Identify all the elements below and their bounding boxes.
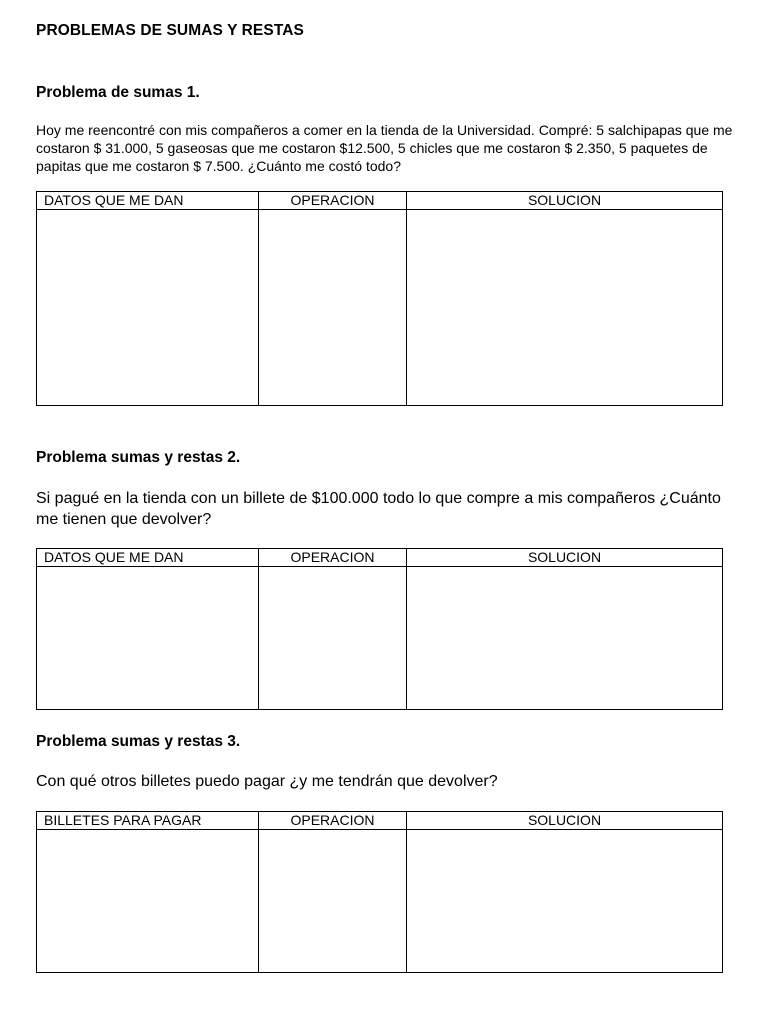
problem-3-text: Con qué otros billetes puedo pagar ¿y me tendrán que devolver? xyxy=(36,773,498,790)
answer-cell-operacion[interactable] xyxy=(259,210,407,406)
problem-3-heading: Problema sumas y restas 3. xyxy=(36,733,241,750)
column-header-operacion: OPERACION xyxy=(259,192,407,210)
answer-cell-solucion[interactable] xyxy=(407,567,723,710)
problem-2-heading: Problema sumas y restas 2. xyxy=(36,449,241,466)
problem-1-heading: Problema de sumas 1. xyxy=(36,84,200,101)
column-header-datos: DATOS QUE ME DAN xyxy=(37,192,259,210)
problem-1-table xyxy=(36,191,723,406)
column-header-solucion: SOLUCION xyxy=(407,549,723,567)
answer-cell-operacion[interactable] xyxy=(259,567,407,710)
problem-2-text: Si pagué en la tienda con un billete de $100.000 todo lo que compre a mis compañeros ¿Cuánto me tienen que devolver? xyxy=(36,490,721,528)
document-title: PROBLEMAS DE SUMAS Y RESTAS xyxy=(36,22,304,39)
column-header-solucion: SOLUCION xyxy=(407,192,723,210)
column-header-operacion: OPERACION xyxy=(259,549,407,567)
problem-2-table xyxy=(36,548,723,710)
answer-cell-solucion[interactable] xyxy=(407,830,723,973)
answer-cell-operacion[interactable] xyxy=(259,830,407,973)
problem-1-text: Hoy me reencontré con mis compañeros a comer en la tienda de la Universidad. Compré: 5 salchipapas que me costaron $ 31.000, 5 gaseosas que me costaron $12.500, 5 chicles que me costaron $ 2.350, 5 paquetes de papitas que me costaron $ 7.500. ¿Cuánto me costó todo? xyxy=(36,122,733,174)
table-answer-row xyxy=(37,210,723,406)
column-header-datos: DATOS QUE ME DAN xyxy=(37,549,259,567)
answer-cell-billetes[interactable] xyxy=(37,830,259,973)
table-header-row xyxy=(37,549,723,567)
table-header-row xyxy=(37,192,723,210)
column-header-solucion: SOLUCION xyxy=(407,812,723,830)
problem-3-table xyxy=(36,811,723,973)
table-header-row xyxy=(37,812,723,830)
column-header-billetes: BILLETES PARA PAGAR xyxy=(37,812,259,830)
answer-cell-datos[interactable] xyxy=(37,567,259,710)
table-answer-row xyxy=(37,830,723,973)
answer-cell-datos[interactable] xyxy=(37,210,259,406)
table-answer-row xyxy=(37,567,723,710)
column-header-operacion: OPERACION xyxy=(259,812,407,830)
answer-cell-solucion[interactable] xyxy=(407,210,723,406)
